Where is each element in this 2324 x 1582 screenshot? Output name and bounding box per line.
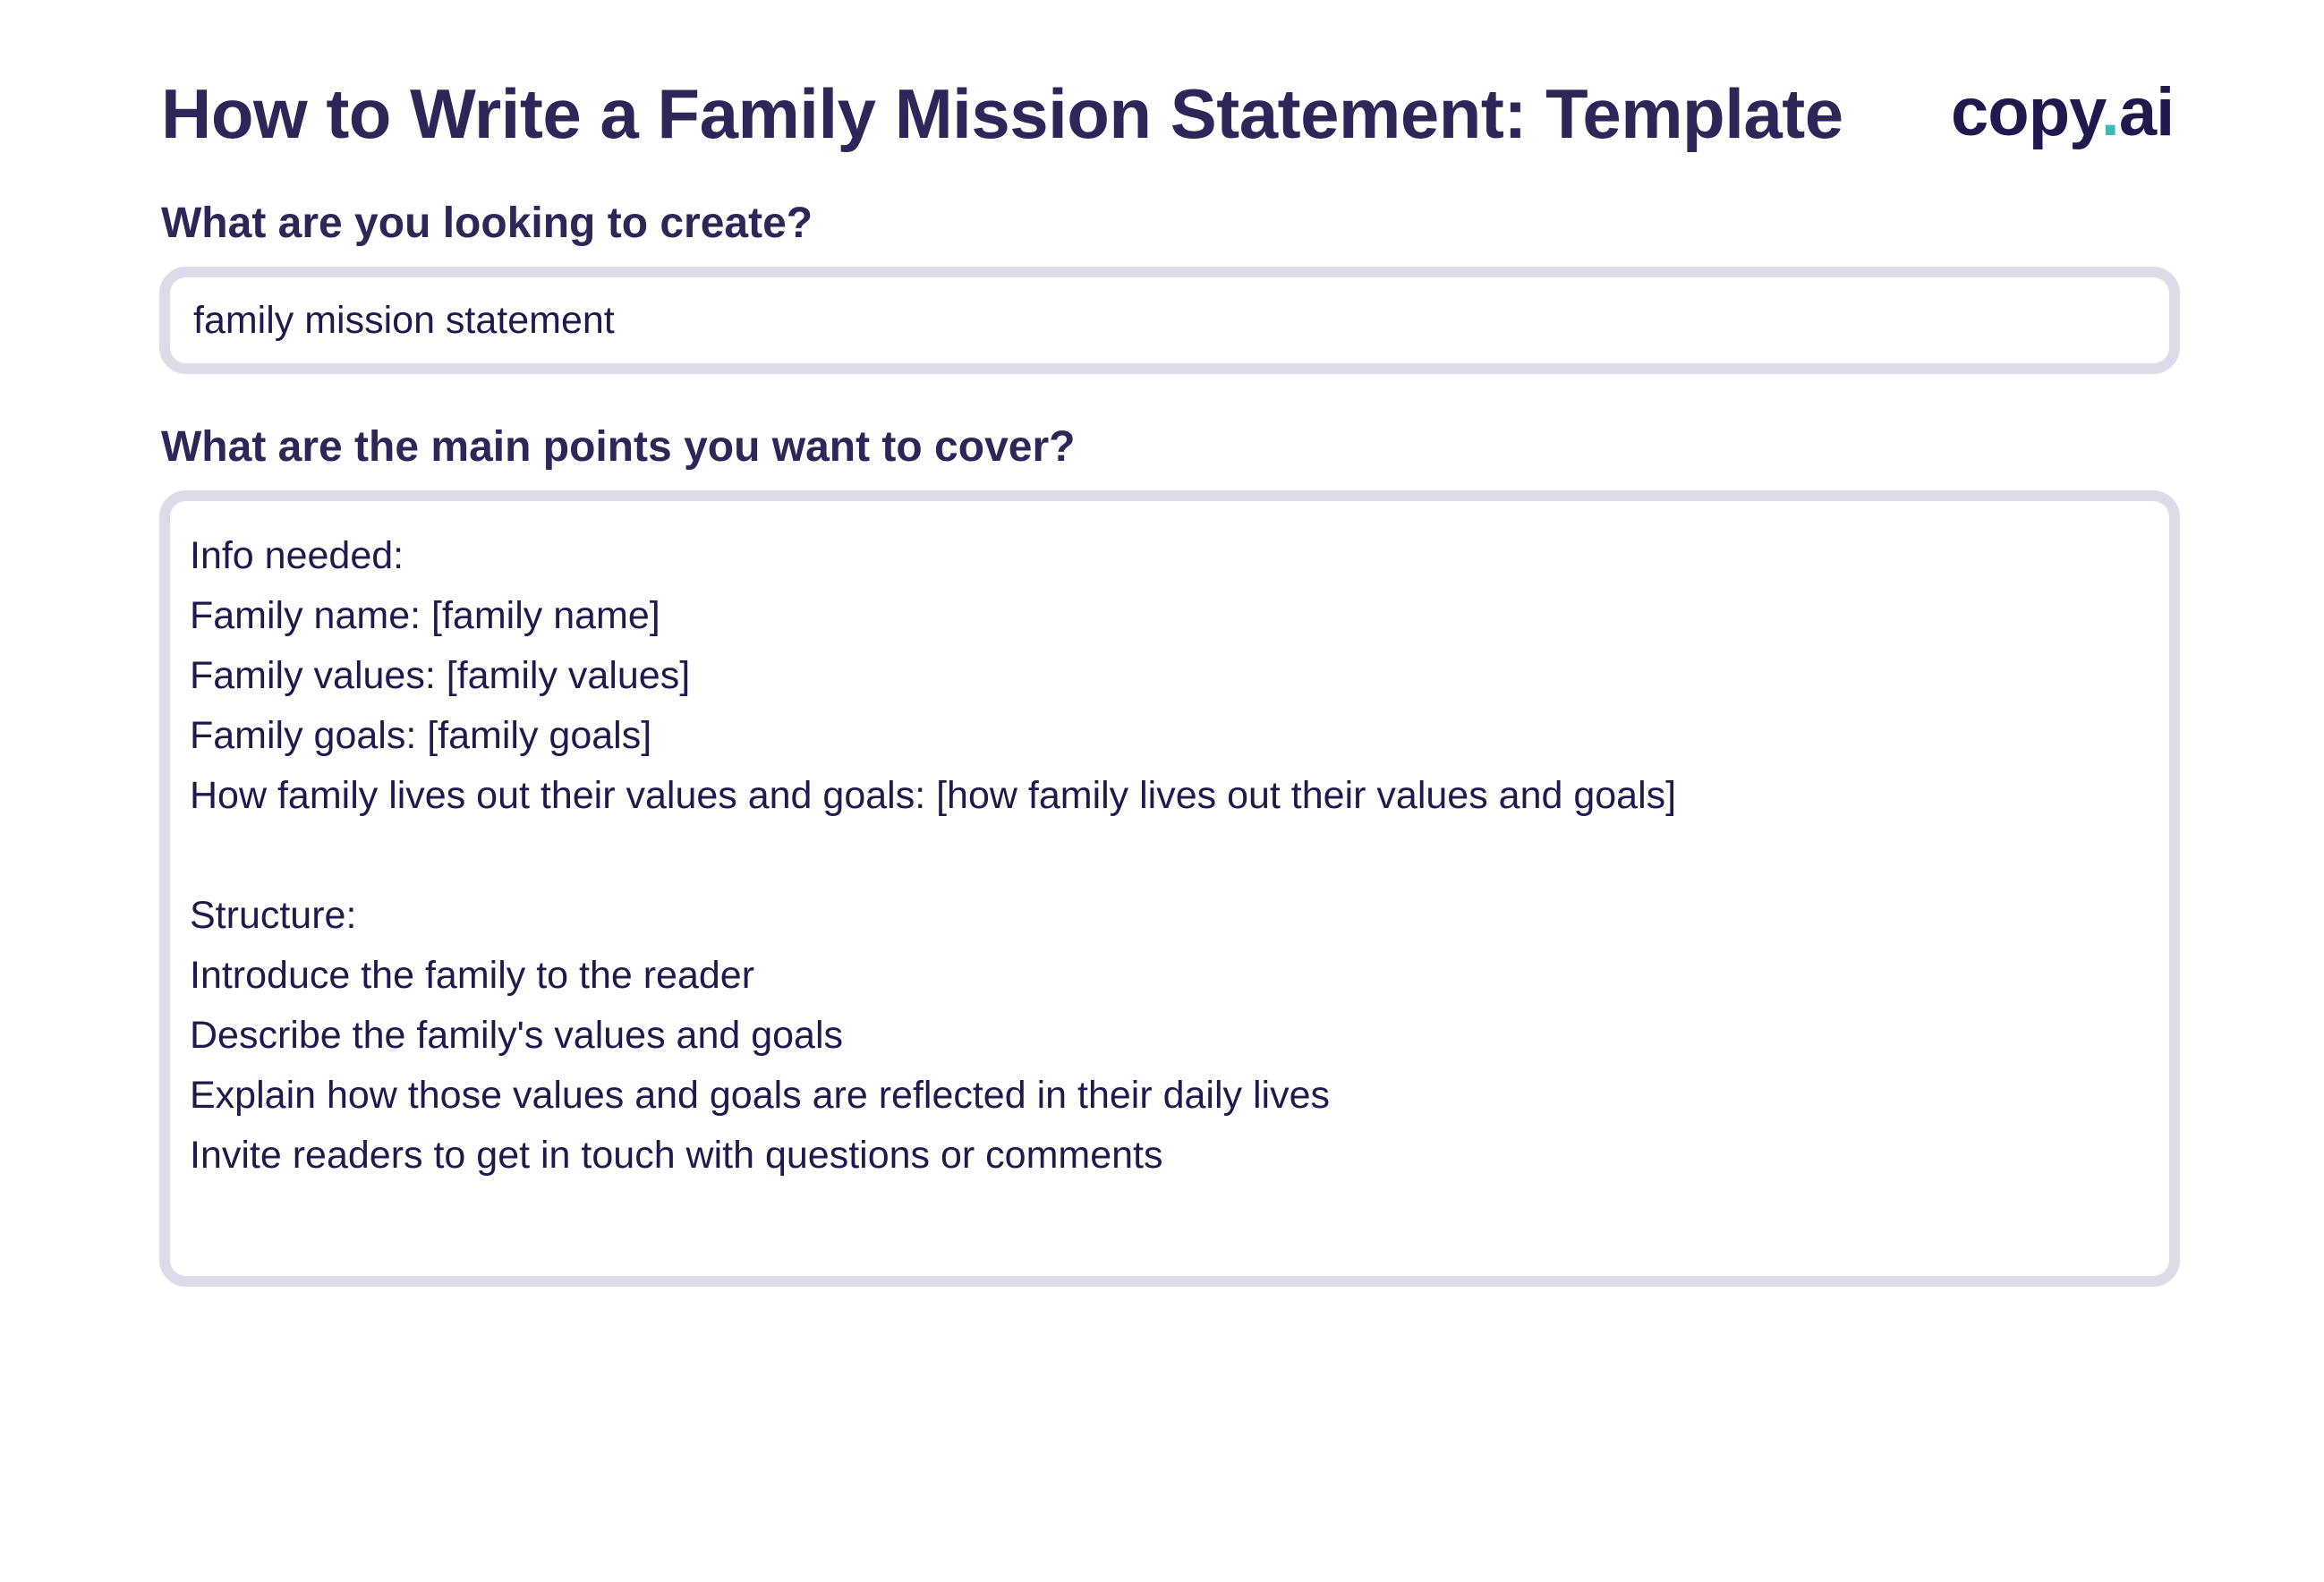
logo-prefix: copy (1951, 74, 2101, 150)
create-input[interactable] (159, 267, 2180, 374)
logo-dot: . (2100, 74, 2119, 150)
logo-suffix: ai (2118, 74, 2175, 150)
create-label: What are you looking to create? (161, 200, 813, 247)
page-title: How to Write a Family Mission Statement: Template (161, 74, 1843, 153)
main-points-textarea[interactable] (159, 490, 2180, 1287)
main-points-label: What are the main points you want to cover? (161, 423, 1076, 471)
copy-ai-logo (1951, 74, 2175, 150)
